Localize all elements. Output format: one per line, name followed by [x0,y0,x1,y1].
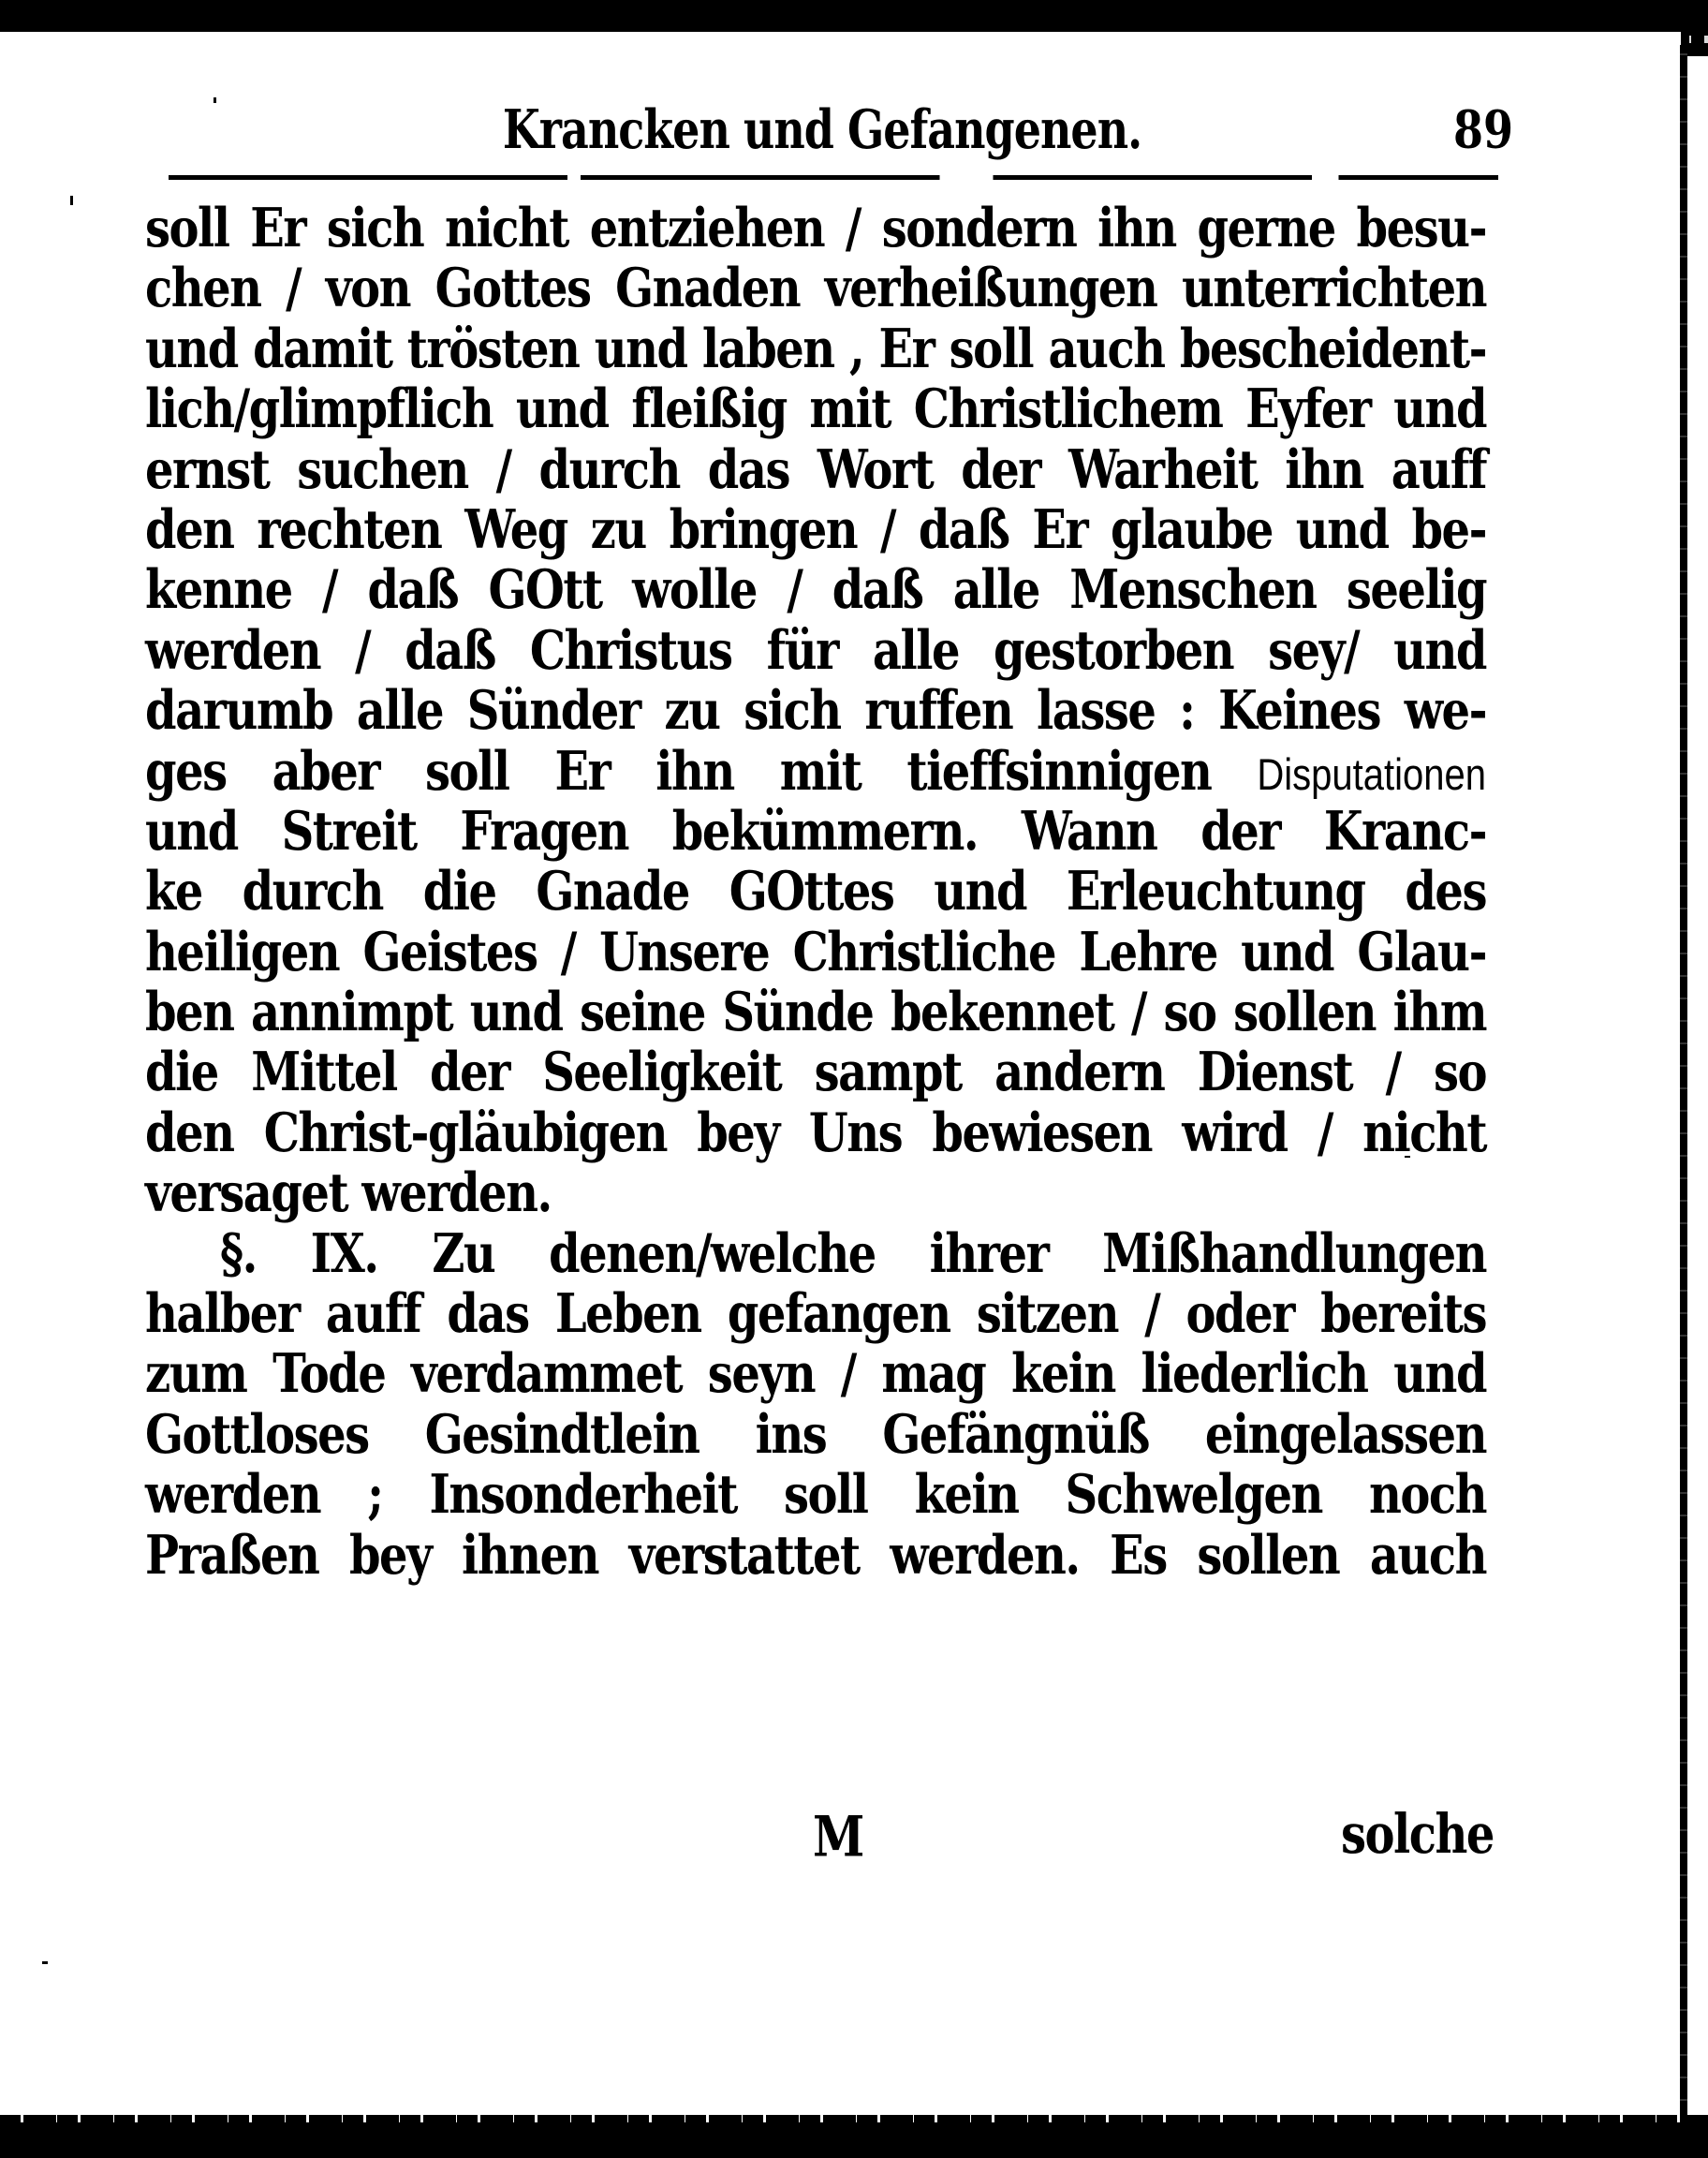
text-line: werden ; Insonderheit soll kein Schwelgen noch [145,1464,1486,1527]
body-text [145,199,1486,1586]
page-edge-border [1680,45,1687,2124]
text-line: und damit trösten und laben , Er soll auch bescheident- [145,318,1486,380]
text-line: Praßen bey ihnen verstattet werden. Es sollen auch [145,1524,1486,1587]
text-line: den Christ-gläubigen bey Uns bewiesen wird / nicht [145,1101,1486,1164]
running-head [0,97,1681,172]
scan-bottom-border [0,2119,1708,2158]
ink-speck [70,196,73,205]
section-heading-line: §. IX. Zu denen/welche ihrer Mißhandlungen [220,1222,1486,1285]
text-line: die Mittel der Seeligkeit sampt andern Dienst / so [145,1042,1486,1104]
text-line: ke durch die Gnade GOttes und Erleuchtung des [145,861,1486,924]
text-line: werden / daß Christus für alle gestorben sey/ und [145,619,1486,682]
page-edge-stack [1686,56,1708,2126]
text-line: halber auff das Leben gefangen sitzen / oder bereits [145,1282,1486,1346]
text-line: darumb alle Sünder zu sich ruffen lasse : Keines we- [145,680,1486,743]
text-line: Gottloses Gesindtlein ins Gefängnüß eingelassen [145,1403,1486,1466]
text-line: soll Er sich nicht entziehen / sondern ihn gerne besu- [145,197,1486,260]
text-line: und Streit Fragen bekümmern. Wann der Kranc- [145,800,1486,863]
page-footer [0,1803,1681,1869]
text-line: kenne / daß GOtt wolle / daß alle Menschen seelig [145,559,1486,622]
text-line: lich/glimpflich und fleißig mit Christlichem Eyfer und [145,378,1486,441]
fraktur-segment: ges aber soll Er ihn mit tieffsinnigen [145,740,1212,803]
ink-speck [42,1961,48,1964]
antiqua-word: Disputationen [1257,750,1486,799]
signature-mark: M [813,1803,865,1870]
running-title: Krancken und Gefangenen. [502,97,1142,161]
text-line: heiligen Geistes / Unsere Christliche Lehre und Glau- [145,921,1486,983]
text-line: ben annimpt und seine Sünde bekennet / so sollen ihm [145,982,1486,1044]
text-line: den rechten Weg zu bringen / daß Er glaube und be- [145,498,1486,561]
text-line: chen / von Gottes Gnaden verheißungen unterrichten [145,258,1486,320]
header-rule [169,175,1498,180]
page-number: 89 [1453,99,1514,160]
catchword: solche [1341,1803,1494,1867]
text-line: zum Tode verdammet seyn / mag kein liederlich und [145,1343,1486,1406]
text-line: ernst suchen / durch das Wort der Warheit ihn auff [145,438,1486,501]
paragraph-end-line: versaget werden. [145,1162,552,1225]
